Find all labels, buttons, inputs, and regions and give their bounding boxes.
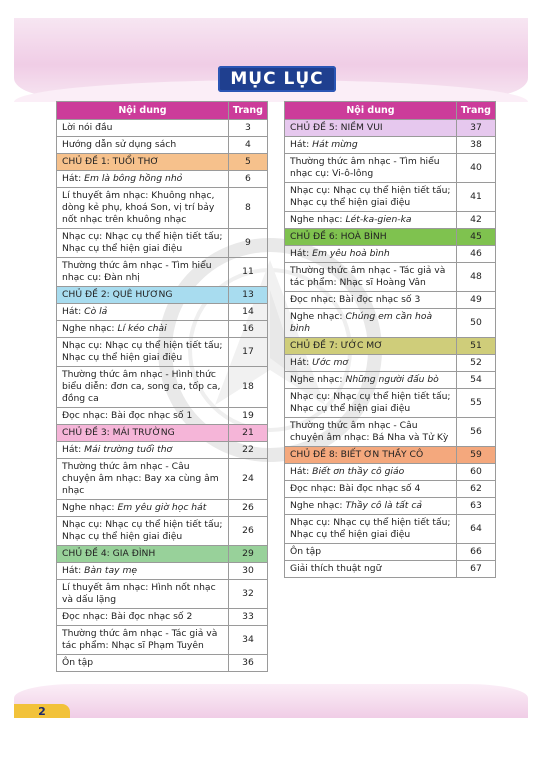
page-ref: 42 — [456, 212, 495, 229]
topic-title — [285, 338, 457, 355]
page-ref: 16 — [228, 321, 267, 338]
toc-entry — [57, 304, 229, 321]
entry-prefix: Nghe nhạc: — [290, 214, 346, 225]
toc-row — [57, 459, 268, 500]
entry-prefix: Hát: — [62, 565, 85, 576]
entry-text: Đọc nhạc: Bài đọc nhạc số 1 — [62, 410, 193, 421]
toc-row — [285, 292, 496, 309]
topic-title — [57, 546, 229, 563]
entry-prefix: Nghe nhạc: — [62, 502, 118, 513]
toc-row — [57, 655, 268, 672]
page-ref: 4 — [228, 137, 267, 154]
page-ref: 26 — [228, 517, 267, 546]
toc-entry — [57, 500, 229, 517]
toc-entry — [57, 120, 229, 137]
toc-entry — [285, 498, 457, 515]
toc-row — [285, 481, 496, 498]
toc-entry — [285, 464, 457, 481]
toc-row — [57, 517, 268, 546]
page-ref: 8 — [228, 188, 267, 229]
toc-entry — [285, 355, 457, 372]
topic-row — [285, 447, 496, 464]
entry-text: Nhạc cụ: Nhạc cụ thể hiện tiết tấu; Nhạc cụ thể hiện giai điệu — [62, 231, 223, 254]
page-ref: 55 — [456, 389, 495, 418]
topic-title — [57, 154, 229, 171]
page-ref: 30 — [228, 563, 267, 580]
topic-row — [57, 287, 268, 304]
page-ref: 45 — [456, 229, 495, 246]
toc-entry — [285, 263, 457, 292]
toc-row — [285, 372, 496, 389]
page-ref: 24 — [228, 459, 267, 500]
page-ref: 17 — [228, 338, 267, 367]
toc-row — [57, 304, 268, 321]
entry-text: Hát mừng — [312, 139, 358, 150]
page-ref: 11 — [228, 258, 267, 287]
toc-entry — [57, 188, 229, 229]
toc-entry — [57, 338, 229, 367]
entry-text: Hướng dẫn sử dụng sách — [62, 139, 177, 150]
entry-text: Nhạc cụ: Nhạc cụ thể hiện tiết tấu; Nhạc cụ thể hiện giai điệu — [290, 185, 451, 208]
entry-text: CHỦ ĐỀ 5: NIỀM VUI — [290, 122, 383, 133]
topic-title — [57, 287, 229, 304]
toc-entry — [285, 137, 457, 154]
page-ref: 38 — [456, 137, 495, 154]
toc-entry — [285, 372, 457, 389]
page-ref: 60 — [456, 464, 495, 481]
entry-text: Thường thức âm nhạc - Tác giả và tác phẩm: Nhạc sĩ Phạm Tuyên — [62, 628, 218, 651]
toc-row — [285, 389, 496, 418]
toc-entry — [57, 367, 229, 408]
page-ref: 48 — [456, 263, 495, 292]
page-ref: 3 — [228, 120, 267, 137]
entry-text: Thầy cô là tất cả — [345, 500, 423, 511]
page-ref: 51 — [456, 338, 495, 355]
toc-row — [57, 171, 268, 188]
page-ref: 37 — [456, 120, 495, 137]
header-page: Trang — [228, 102, 267, 120]
entry-text: Lí kéo chài — [117, 323, 167, 334]
entry-text: CHỦ ĐỀ 3: MÁI TRƯỜNG — [62, 427, 175, 438]
toc-entry — [57, 517, 229, 546]
toc-row — [285, 418, 496, 447]
toc-row — [285, 309, 496, 338]
page-ref: 33 — [228, 609, 267, 626]
toc-row — [57, 367, 268, 408]
toc-entry — [285, 389, 457, 418]
toc-row — [285, 561, 496, 578]
entry-prefix: Hát: — [62, 306, 85, 317]
toc-entry — [285, 183, 457, 212]
page-title: MỤC LỤC — [218, 66, 336, 92]
entry-prefix: Hát: — [290, 139, 313, 150]
toc-entry — [285, 561, 457, 578]
topic-row — [57, 546, 268, 563]
toc-entry — [285, 246, 457, 263]
topic-row — [285, 338, 496, 355]
toc-row — [285, 183, 496, 212]
entry-text: Thường thức âm nhạc - Tác giả và tác phẩm: Nhạc sĩ Hoàng Vân — [290, 265, 446, 288]
toc-row — [285, 355, 496, 372]
toc-row — [57, 321, 268, 338]
toc-entry — [57, 580, 229, 609]
topic-title — [285, 229, 457, 246]
toc-row — [57, 137, 268, 154]
toc-row — [57, 408, 268, 425]
toc-row — [57, 338, 268, 367]
entry-text: Ôn tập — [290, 546, 322, 557]
entry-text: Lét-ka-gien-ka — [345, 214, 412, 225]
toc-entry — [57, 626, 229, 655]
toc-row — [57, 442, 268, 459]
page-ref: 13 — [228, 287, 267, 304]
entry-prefix: Nghe nhạc: — [290, 500, 346, 511]
entry-text: Ôn tập — [62, 657, 94, 668]
topic-row — [57, 154, 268, 171]
footer-band — [14, 684, 528, 718]
toc-row — [57, 229, 268, 258]
toc-row — [57, 120, 268, 137]
entry-text: Nhạc cụ: Nhạc cụ thể hiện tiết tấu; Nhạc cụ thể hiện giai điệu — [290, 391, 451, 414]
page-ref: 18 — [228, 367, 267, 408]
entry-text: Bàn tay mẹ — [84, 565, 138, 576]
toc-entry — [57, 229, 229, 258]
page-ref: 9 — [228, 229, 267, 258]
page-ref: 52 — [456, 355, 495, 372]
toc-entry — [57, 459, 229, 500]
toc-entry — [57, 258, 229, 287]
page-ref: 5 — [228, 154, 267, 171]
toc-entry — [285, 481, 457, 498]
entry-text: Thường thức âm nhạc - Tìm hiểu nhạc cụ: Vi-ô-lông — [290, 156, 440, 179]
page-ref: 34 — [228, 626, 267, 655]
toc-entry — [57, 171, 229, 188]
entry-text: CHỦ ĐỀ 6: HOÀ BÌNH — [290, 231, 387, 242]
entry-text: Em yêu hoà bình — [312, 248, 390, 259]
page-ref: 64 — [456, 515, 495, 544]
entry-text: Thường thức âm nhạc - Tìm hiểu nhạc cụ: Đàn nhị — [62, 260, 212, 283]
toc-row — [285, 137, 496, 154]
page-ref: 63 — [456, 498, 495, 515]
entry-text: Mái trường tuổi thơ — [84, 444, 173, 455]
toc-row — [285, 464, 496, 481]
toc-row — [285, 246, 496, 263]
entry-text: Cò lả — [84, 306, 108, 317]
toc-row — [57, 580, 268, 609]
page-ref: 56 — [456, 418, 495, 447]
page-ref: 21 — [228, 425, 267, 442]
entry-text: CHỦ ĐỀ 8: BIẾT ƠN THẦY CÔ — [290, 449, 424, 460]
toc-row — [57, 500, 268, 517]
page-ref: 6 — [228, 171, 267, 188]
toc-row — [57, 609, 268, 626]
topic-row — [285, 229, 496, 246]
entry-text: CHỦ ĐỀ 4: GIA ĐÌNH — [62, 548, 156, 559]
entry-text: Em là bông hồng nhỏ — [84, 173, 183, 184]
entry-text: Những người đấu bò — [345, 374, 439, 385]
topic-title — [57, 425, 229, 442]
entry-text: Chúng em cần hoà bình — [290, 311, 433, 334]
entry-text: Thường thức âm nhạc - Câu chuyện âm nhạc: Bay xa cùng âm nhạc — [62, 461, 219, 496]
toc-entry — [57, 655, 229, 672]
entry-prefix: Nghe nhạc: — [290, 374, 346, 385]
entry-text: CHỦ ĐỀ 7: ƯỚC MƠ — [290, 340, 383, 351]
toc-row — [57, 258, 268, 287]
entry-prefix: Nghe nhạc: — [62, 323, 118, 334]
page-ref: 59 — [456, 447, 495, 464]
topic-title — [285, 120, 457, 137]
page-ref: 46 — [456, 246, 495, 263]
entry-text: Ước mơ — [312, 357, 349, 368]
entry-prefix: Hát: — [62, 444, 85, 455]
toc-entry — [285, 154, 457, 183]
toc-entry — [285, 515, 457, 544]
entry-text: Em yêu giờ học hát — [117, 502, 207, 513]
toc-row — [285, 498, 496, 515]
toc-table-right — [284, 101, 496, 578]
entry-text: CHỦ ĐỀ 2: QUÊ HƯƠNG — [62, 289, 173, 300]
page-number: 2 — [14, 704, 70, 718]
entry-text: Nhạc cụ: Nhạc cụ thể hiện tiết tấu; Nhạc cụ thể hiện giai điệu — [290, 517, 451, 540]
header-page: Trang — [456, 102, 495, 120]
page-ref: 66 — [456, 544, 495, 561]
entry-text: Đọc nhạc: Bài đọc nhạc số 4 — [290, 483, 421, 494]
toc-row — [285, 263, 496, 292]
toc-entry — [57, 563, 229, 580]
page-ref: 40 — [456, 154, 495, 183]
page-ref: 26 — [228, 500, 267, 517]
page-ref: 14 — [228, 304, 267, 321]
toc-row — [57, 188, 268, 229]
topic-row — [285, 120, 496, 137]
page-ref: 41 — [456, 183, 495, 212]
page-ref: 22 — [228, 442, 267, 459]
page-ref: 67 — [456, 561, 495, 578]
toc-entry — [57, 321, 229, 338]
page-ref: 29 — [228, 546, 267, 563]
entry-text: Thường thức âm nhạc - Câu chuyện âm nhạc: Bá Nha và Tử Kỳ — [290, 420, 449, 443]
toc-row — [285, 212, 496, 229]
toc-entry — [285, 544, 457, 561]
entry-text: Nhạc cụ: Nhạc cụ thể hiện tiết tấu; Nhạc cụ thể hiện giai điệu — [62, 340, 223, 363]
entry-text: Lí thuyết âm nhạc: Hình nốt nhạc và dấu lặng — [62, 582, 216, 605]
topic-title — [285, 447, 457, 464]
entry-text: Thường thức âm nhạc - Hình thức biểu diễn: đơn ca, song ca, tốp ca, đồng ca — [62, 369, 221, 404]
entry-prefix: Hát: — [290, 357, 313, 368]
toc-entry — [285, 309, 457, 338]
toc-entry — [285, 212, 457, 229]
entry-text: Nhạc cụ: Nhạc cụ thể hiện tiết tấu; Nhạc cụ thể hiện giai điệu — [62, 519, 223, 542]
entry-text: Lời nói đầu — [62, 122, 113, 133]
toc-entry — [57, 609, 229, 626]
entry-prefix: Nghe nhạc: — [290, 311, 346, 322]
entry-text: CHỦ ĐỀ 1: TUỔI THƠ — [62, 156, 159, 167]
toc-row — [285, 544, 496, 561]
toc-entry — [57, 137, 229, 154]
entry-prefix: Hát: — [290, 466, 313, 477]
page-ref: 49 — [456, 292, 495, 309]
entry-prefix: Hát: — [62, 173, 85, 184]
toc-entry — [285, 418, 457, 447]
page-ref: 62 — [456, 481, 495, 498]
page-ref: 50 — [456, 309, 495, 338]
entry-text: Giải thích thuật ngữ — [290, 563, 382, 574]
entry-text: Biết ơn thầy cô giáo — [312, 466, 405, 477]
header-content: Nội dung — [57, 102, 229, 120]
page-ref: 36 — [228, 655, 267, 672]
toc-row — [57, 563, 268, 580]
toc-entry — [57, 408, 229, 425]
entry-text: Đọc nhạc: Bài đọc nhạc số 3 — [290, 294, 421, 305]
entry-text: Lí thuyết âm nhạc: Khuông nhạc, dòng kẻ phụ, khoá Son, vị trí bảy nốt nhạc trên khuông nhạc — [62, 190, 215, 225]
toc-table-left — [56, 101, 268, 672]
page-ref: 32 — [228, 580, 267, 609]
page-ref: 54 — [456, 372, 495, 389]
entry-prefix: Hát: — [290, 248, 313, 259]
header-content: Nội dung — [285, 102, 457, 120]
page-ref: 19 — [228, 408, 267, 425]
entry-text: Đọc nhạc: Bài đọc nhạc số 2 — [62, 611, 193, 622]
toc-entry — [285, 292, 457, 309]
toc-row — [285, 154, 496, 183]
toc-row — [57, 626, 268, 655]
toc-row — [285, 515, 496, 544]
topic-row — [57, 425, 268, 442]
toc-entry — [57, 442, 229, 459]
